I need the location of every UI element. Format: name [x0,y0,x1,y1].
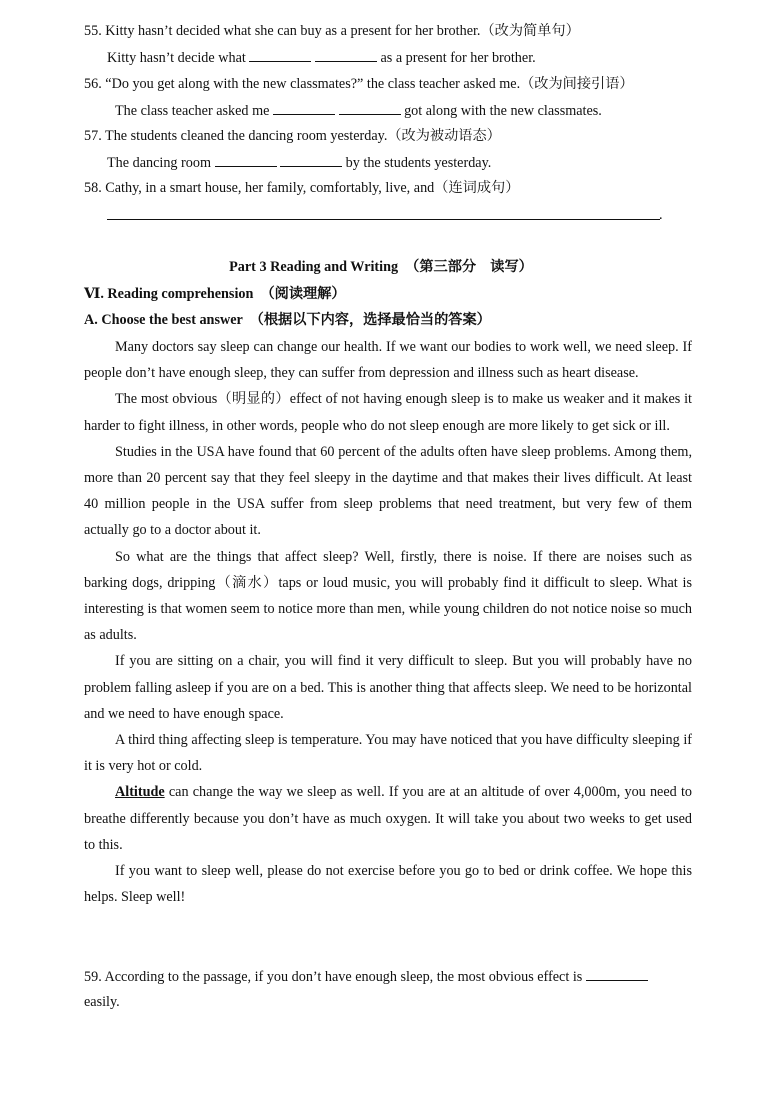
q59-text: 59. According to the passage, if you don’t have enough sleep, the most obvious effect is [84,969,583,985]
section-heading: Ⅵ. Reading comprehension （阅读理解） [84,286,346,302]
paragraph-7-text: can change the way we sleep as well. If you are at an altitude of over 4,000m, you need to breathe differently because you don’t have as much oxygen. It will take you about two weeks to get used to this. [84,784,692,853]
passage-paragraph-7 [84,779,692,858]
passage-paragraph-6: A third thing affecting sleep is temperature. You may have noticed that you have difficulty sleeping if it is very hot or cold. [84,732,692,775]
passage-paragraph-3: Studies in the USA have found that 60 percent of the adults often have sleep problems. Among them, more than 20 percent say that they feel sleepy in the daytime and that makes their lives difficult. At least 40 million people in the USA suffer from sleep problems that need treatment, but very few of them actually go to a doctor about it. [84,443,692,539]
q58-end-mark: . [659,207,663,223]
q55-text-b: as a present for her brother. [380,50,536,66]
q56-text-a: The class teacher asked me [115,103,270,119]
q55-text-a: Kitty hasn’t decide what [107,50,246,66]
q56-blank-2[interactable] [339,100,401,115]
q55-blank-2[interactable] [315,47,377,62]
subsection-heading: A. Choose the best answer （根据以下内容，选择最恰当的答案） [84,312,491,328]
question-55-answer [107,47,692,68]
question-56-answer [115,100,692,121]
passage-paragraph-8: If you want to sleep well, please do not exercise before you go to bed or drink coffee. We hope this helps. Sleep well! [84,863,692,906]
q55-blank-1[interactable] [249,47,311,62]
passage-paragraph-1: Many doctors say sleep can change our health. If we want our bodies to work well, we need sleep. If people don’t have enough sleep, they can suffer from depression and illness such as heart disease. [84,339,692,382]
q56-text-b: got along with the new classmates. [404,103,602,119]
q57-blank-1[interactable] [215,152,277,167]
question-56-prompt: 56. “Do you get along with the new classmates?” the class teacher asked me.（改为间接引语） [84,76,634,92]
question-59-prompt [84,966,692,987]
question-58-prompt: 58. Cathy, in a smart house, her family, comfortably, live, and（连词成句） [84,180,520,196]
altitude-keyword: Altitude [115,784,165,801]
passage-paragraph-4: So what are the things that affect sleep? Well, firstly, there is noise. If there are noises such as barking dogs, dripping（滴水）taps or loud music, you will probably find it difficult to sleep. What is interesting is that women seem to notice more than men, while young children do not notice noise so much as adults. [84,548,692,644]
question-59-tail: easily. [84,994,120,1010]
question-57-prompt: 57. The students cleaned the dancing room yesterday.（改为被动语态） [84,128,501,144]
question-55-prompt: 55. Kitty hasn’t decided what she can buy as a present for her brother.（改为简单句） [84,23,580,39]
q57-blank-2[interactable] [280,152,342,167]
passage-paragraph-5: If you are sitting on a chair, you will find it very difficult to sleep. But you will probably have no problem falling asleep if you are on a bed. This is another thing that affects sleep. We need to be horizontal and we need to have enough space. [84,653,692,722]
q58-answer-line[interactable] [107,219,660,220]
part3-title: Part 3 Reading and Writing （第三部分 读写） [229,259,533,275]
q57-text-a: The dancing room [107,155,212,171]
reading-passage [84,334,692,910]
q56-blank-1[interactable] [273,100,335,115]
q57-text-b: by the students yesterday. [345,155,492,171]
question-57-answer [107,152,692,173]
q59-blank[interactable] [586,966,648,981]
passage-paragraph-2: The most obvious（明显的）effect of not having enough sleep is to make us weaker and it makes it harder to fight illness, in other words, people who do not sleep enough are more likely to get sick or ill. [84,391,692,434]
